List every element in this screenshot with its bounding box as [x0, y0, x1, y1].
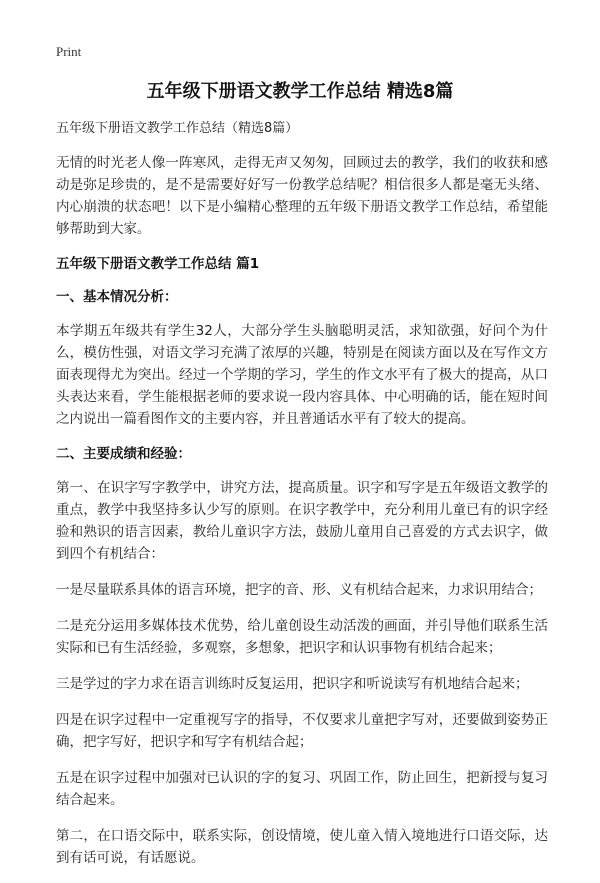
section-2-paragraph-4: 三是学过的字力求在语言训练时反复运用，把识字和听说读写有机地结合起来； — [56, 676, 529, 692]
page-title: 五年级下册语文教学工作总结 精选8篇 — [146, 81, 454, 102]
section-2-paragraph-5: 四是在识字过程中一定重视写字的指导，不仅要求儿童把字写对，还要做到姿势正确，把字写好，把识字和写字有机结合起； — [56, 712, 548, 750]
intro-paragraph: 无情的时光老人像一阵寒风，走得无声又匆匆，回顾过去的教学，我们的收获和感动是弥足珍贵的，是不是需要好好写一份教学总结呢？相信很多人都是毫无头绪、内心崩溃的状态吧！以下是小编精心整理的五年级下册语文教学工作总结，希望能够帮助到大家。 — [56, 155, 548, 237]
section-2-paragraph-1: 第一、在识字写字教学中，讲究方法，提高质量。识字和写字是五年级语文教学的重点，教学中我坚持多认少写的原则。在识字教学中，充分利用儿童已有的识字经验和熟识的语言因素，教给儿童识字方法，鼓励儿童用自己喜爱的方式去识字，做到四个有机结合： — [56, 480, 548, 562]
section-2-paragraph-6: 五是在识字过程中加强对已认识的字的复习、巩固工作，防止回生，把新授与复习结合起来。 — [56, 770, 548, 808]
section-1-paragraph: 本学期五年级共有学生32人，大部分学生头脑聪明灵活，求知欲强，好问个为什么，模仿性强，对语文学习充满了浓厚的兴趣，特别是在阅读方面以及在写作文方面表现得尤为突出。经过一个学期的学习，学生的作文水平有了极大的提高，从口头表达来看，学生能根据老师的要求说一段内容具体、中心明确的话，能在短时间之内说出一篇看图作文的主要内容，并且普通话水平有了较大的提高。 — [56, 323, 548, 427]
print-link[interactable]: Print — [56, 44, 82, 59]
article-heading: 五年级下册语文教学工作总结 篇1 — [56, 256, 260, 272]
section-1-heading: 一、基本情况分析： — [56, 289, 178, 305]
section-2-paragraph-2: 一是尽量联系具体的语言环境，把字的音、形、义有机结合起来，力求识用结合； — [56, 582, 542, 598]
section-2-heading: 二、主要成绩和经验： — [56, 446, 191, 462]
document-body — [56, 120, 548, 883]
section-2-paragraph-7: 第二，在口语交际中，联系实际，创设情境，使儿童入情入境地进行口语交际，达到有话可说，有话愿说。 — [56, 828, 548, 866]
document-subtitle: 五年级下册语文教学工作总结（精选8篇） — [56, 121, 299, 136]
section-2-paragraph-3: 二是充分运用多媒体技术优势，给儿童创设生动活泼的画面，并引导他们联系生活实际和已有生活经验，多观察，多想象，把识字和认识事物有机结合起来； — [56, 618, 548, 656]
